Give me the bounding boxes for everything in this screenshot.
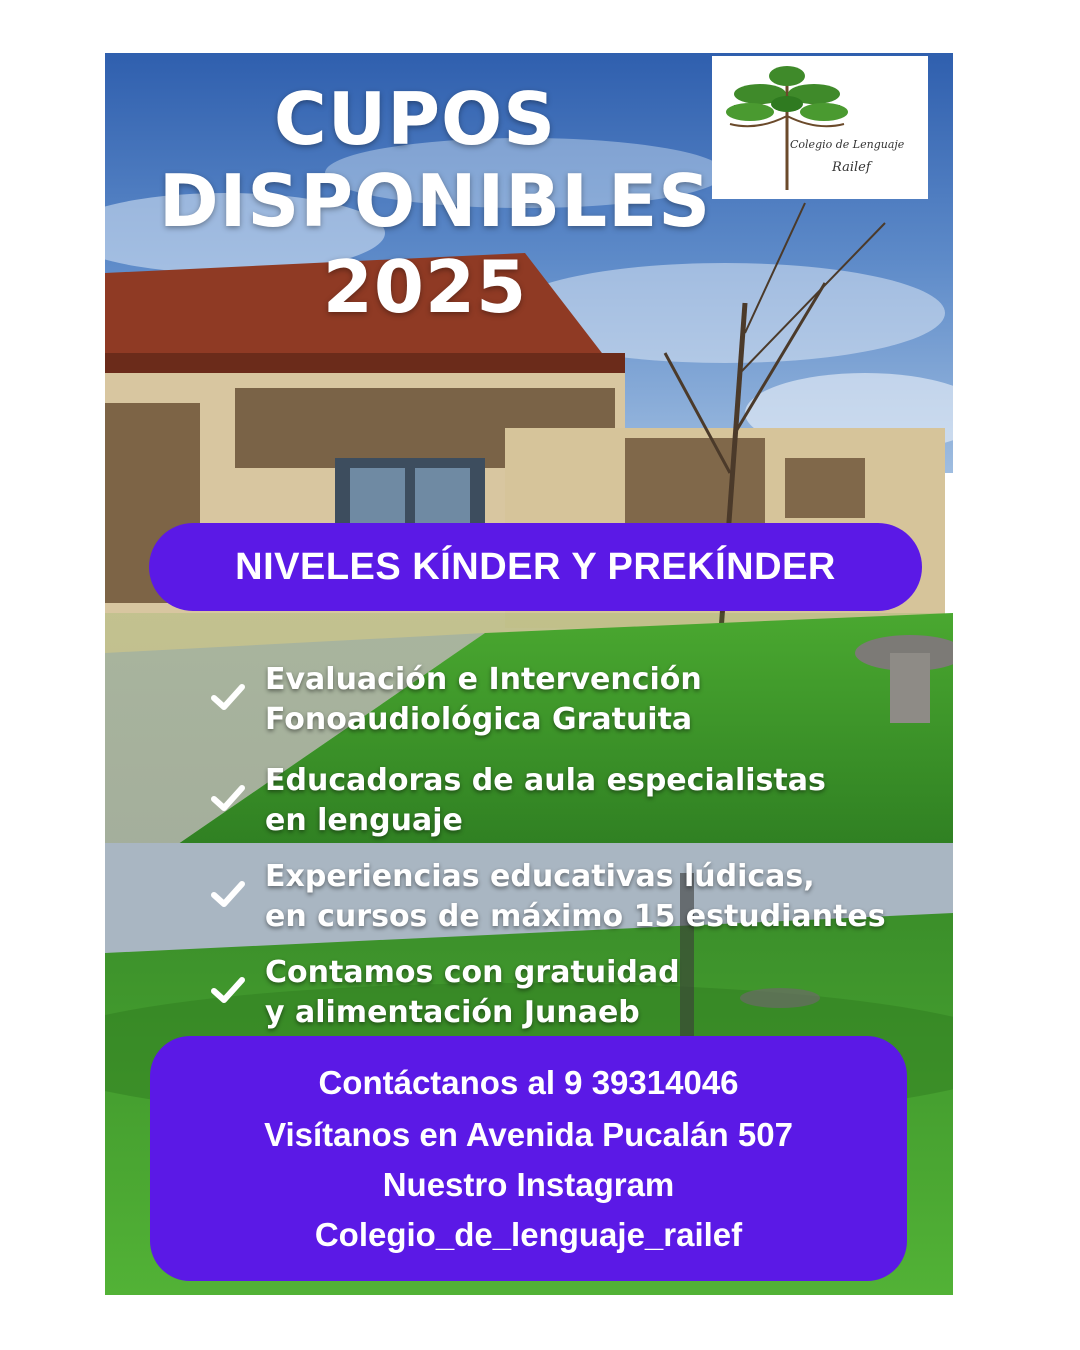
contact-address: Visítanos en Avenida Pucalán 507 <box>264 1116 793 1153</box>
school-logo <box>712 56 928 199</box>
logo-school-name: Colegio de Lenguaje <box>790 138 905 151</box>
feature-line: Educadoras de aula especialistas <box>265 763 826 798</box>
checkmark-icon <box>210 975 246 1005</box>
feature-line: Experiencias educativas lúdicas, <box>265 859 815 894</box>
contact-box <box>150 1036 907 1281</box>
checkmark-icon <box>210 879 246 909</box>
feature-line: y alimentación Junaeb <box>265 995 640 1030</box>
levels-banner: NIVELES KÍNDER Y PREKÍNDER <box>149 523 922 611</box>
contact-instagram-handle: Colegio_de_lenguaje_railef <box>314 1216 743 1253</box>
headline-cupos: CUPOS <box>273 77 557 161</box>
araucaria-tree-icon <box>712 56 928 199</box>
checkmark-icon <box>210 682 246 712</box>
poster <box>105 53 953 1295</box>
feature-line: en cursos de máximo 15 estudiantes <box>265 899 886 934</box>
logo-school-name-railef: Railef <box>832 160 871 175</box>
headline-disponibles: DISPONIBLES <box>158 159 712 243</box>
contact-instagram-label: Nuestro Instagram <box>382 1166 675 1203</box>
feature-line: Evaluación e Intervención <box>265 662 702 697</box>
checkmark-icon <box>210 783 246 813</box>
contact-phone: Contáctanos al 9 39314046 <box>318 1064 739 1101</box>
headline-year: 2025 <box>322 245 528 329</box>
feature-line: en lenguaje <box>265 803 463 838</box>
feature-line: Fonoaudiológica Gratuita <box>265 702 693 737</box>
feature-line: Contamos con gratuidad <box>265 955 680 990</box>
